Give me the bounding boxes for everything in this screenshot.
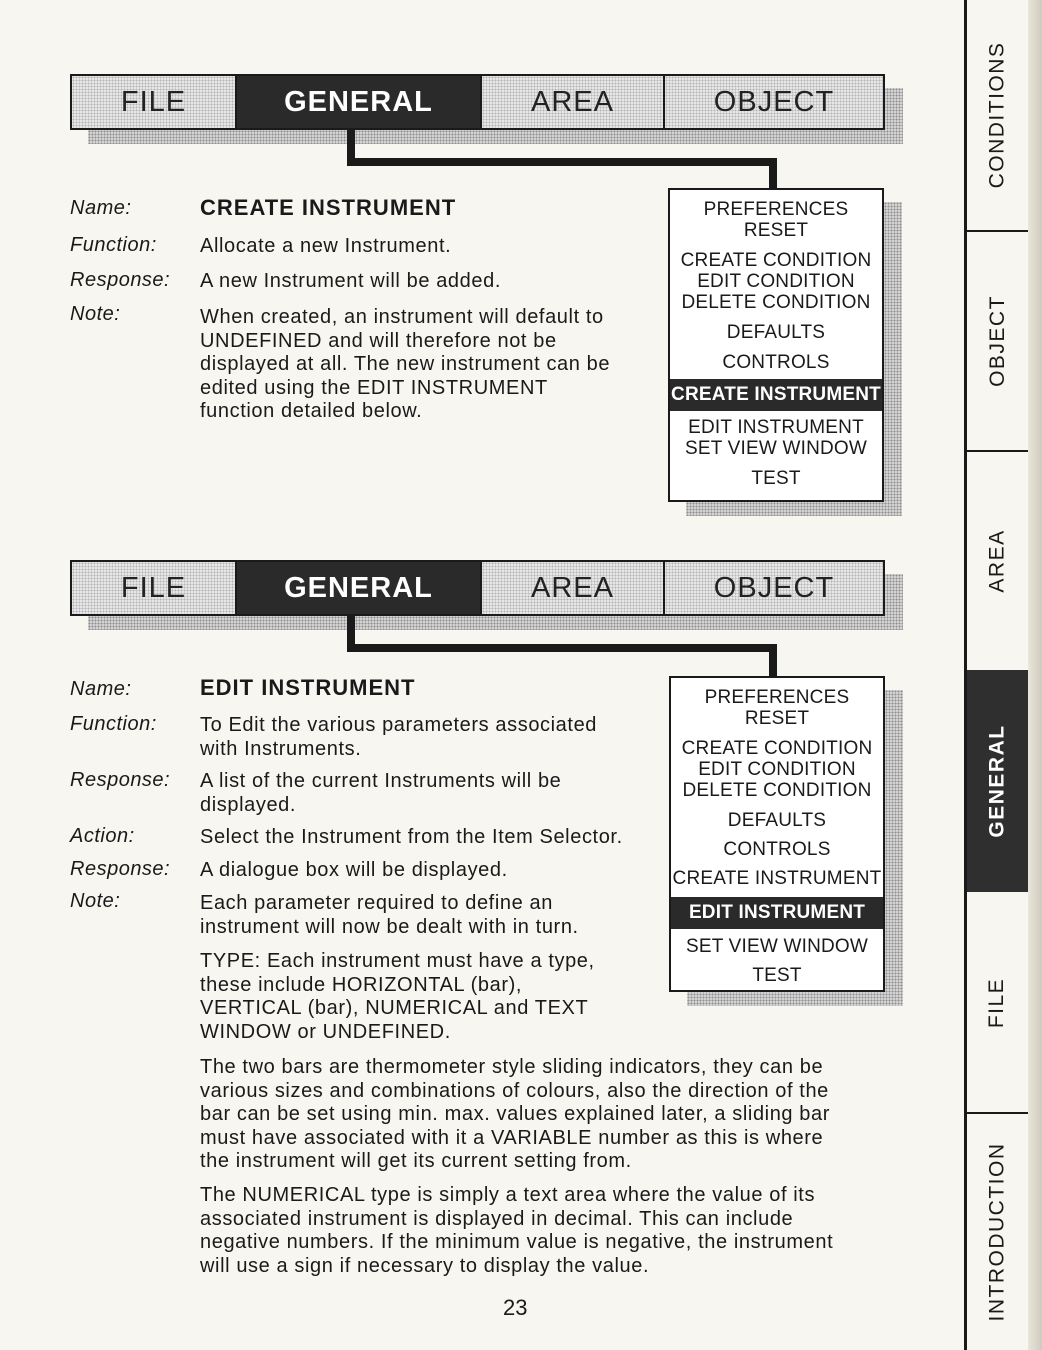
function-name: CREATE INSTRUMENT (200, 195, 457, 220)
menu-item-create-condition[interactable]: CREATE CONDITION (680, 250, 872, 271)
side-tab-object[interactable]: OBJECT (985, 295, 1009, 387)
menu-item-set-view-window[interactable]: SET VIEW WINDOW (685, 936, 869, 957)
tab-general[interactable]: GENERAL (235, 562, 480, 614)
tab-area[interactable]: AREA (480, 562, 663, 614)
side-tab-introduction[interactable]: INTRODUCTION (985, 1142, 1009, 1322)
tab-general[interactable]: GENERAL (235, 76, 480, 128)
page-edge (1028, 0, 1042, 1350)
menu-item-defaults[interactable]: DEFAULTS (727, 810, 827, 831)
response-2-text: A dialogue box will be displayed. (200, 859, 508, 881)
connector-to-menu (769, 158, 777, 190)
side-tab-general[interactable]: GENERAL (967, 670, 1028, 892)
side-tab-file[interactable]: FILE (985, 977, 1009, 1029)
label-name: Name: (70, 197, 132, 219)
paragraph-bars: The two bars are thermometer style sliding indicators, they can be various sizes and combinations of colours, also the direction of the bar can be set using min. max. values explained later, a sliding bar must have associated with it a VARIABLE number as this is where the instrument will get its current setting from. (200, 1056, 831, 1172)
paragraph-numerical: The NUMERICAL type is simply a text area where the value of its associated instrument is displayed in decimal. This can include negative numbers. If the minimum value is negative, the instrument will use a sign if necessary to display the value. (200, 1184, 834, 1277)
connector-horizontal (347, 158, 777, 166)
label-response: Response: (70, 769, 171, 791)
label-function: Function: (70, 713, 157, 735)
side-tab-area[interactable]: AREA (985, 529, 1009, 593)
tab-bar-top (70, 74, 885, 130)
menu-item-reset[interactable]: RESET (744, 708, 810, 729)
response-text: A new Instrument will be added. (200, 270, 501, 292)
menu-item-create-instrument[interactable]: CREATE INSTRUMENT (670, 379, 882, 411)
note-text: Each parameter required to define an instrument will now be dealt with in turn. (200, 892, 579, 938)
menu-item-controls[interactable]: CONTROLS (723, 839, 831, 860)
function-text: To Edit the various parameters associated with Instruments. (200, 714, 598, 760)
menu-item-delete-condition[interactable]: DELETE CONDITION (681, 292, 871, 313)
tab-bar-frame (70, 74, 885, 130)
label-note: Note: (70, 890, 121, 912)
label-function: Function: (70, 234, 157, 256)
label-note: Note: (70, 303, 121, 325)
menu-item-preferences[interactable]: PREFERENCES (704, 687, 850, 708)
menu-item-edit-condition[interactable]: EDIT CONDITION (697, 271, 855, 292)
menu-panel (669, 676, 885, 992)
tab-object[interactable]: OBJECT (663, 76, 883, 128)
menu-item-controls[interactable]: CONTROLS (722, 352, 830, 373)
menu-item-edit-condition[interactable]: EDIT CONDITION (698, 759, 856, 780)
menu-item-preferences[interactable]: PREFERENCES (703, 199, 849, 220)
menu-item-set-view-window[interactable]: SET VIEW WINDOW (684, 438, 868, 459)
menu-item-test[interactable]: TEST (752, 965, 802, 986)
menu-item-delete-condition[interactable]: DELETE CONDITION (682, 780, 872, 801)
label-action: Action: (70, 825, 135, 847)
connector-to-menu (769, 644, 777, 678)
menu-item-reset[interactable]: RESET (743, 220, 809, 241)
menu-item-create-condition[interactable]: CREATE CONDITION (681, 738, 873, 759)
label-response-2: Response: (70, 858, 171, 880)
label-name: Name: (70, 678, 132, 700)
menu-item-edit-instrument[interactable]: EDIT INSTRUMENT (671, 897, 883, 929)
page-number: 23 (503, 1295, 528, 1320)
side-index (964, 0, 1042, 1350)
function-name: EDIT INSTRUMENT (200, 675, 416, 700)
tab-object[interactable]: OBJECT (663, 562, 883, 614)
tab-bar-bottom (70, 560, 885, 616)
menu-item-defaults[interactable]: DEFAULTS (726, 322, 826, 343)
tab-file[interactable]: FILE (72, 76, 235, 128)
menu-item-edit-instrument[interactable]: EDIT INSTRUMENT (688, 417, 864, 438)
function-text: Allocate a new Instrument. (200, 235, 452, 257)
menu-item-create-instrument[interactable]: CREATE INSTRUMENT (672, 868, 882, 889)
action-text: Select the Instrument from the Item Selector. (200, 826, 623, 848)
tab-bar-frame (70, 560, 885, 616)
general-menu-2 (669, 676, 885, 992)
tab-area[interactable]: AREA (480, 76, 663, 128)
tab-file[interactable]: FILE (72, 562, 235, 614)
menu-panel (668, 188, 884, 502)
general-menu-1 (668, 188, 884, 502)
response-text: A list of the current Instruments will be displayed. (200, 770, 562, 816)
label-response: Response: (70, 269, 171, 291)
type-text: TYPE: Each instrument must have a type, these include HORIZONTAL (bar), VERTICAL (bar), NUMERICAL and TEXT WINDOW or UNDEFINED. (200, 950, 595, 1043)
note-text: When created, an instrument will default to UNDEFINED and will therefore not be displayed at all. The new instrument can be edited using the EDIT INSTRUMENT function detailed below. (200, 306, 611, 422)
menu-item-test[interactable]: TEST (751, 468, 801, 489)
connector-horizontal (347, 644, 777, 652)
side-tab-conditions[interactable]: CONDITIONS (985, 41, 1009, 189)
